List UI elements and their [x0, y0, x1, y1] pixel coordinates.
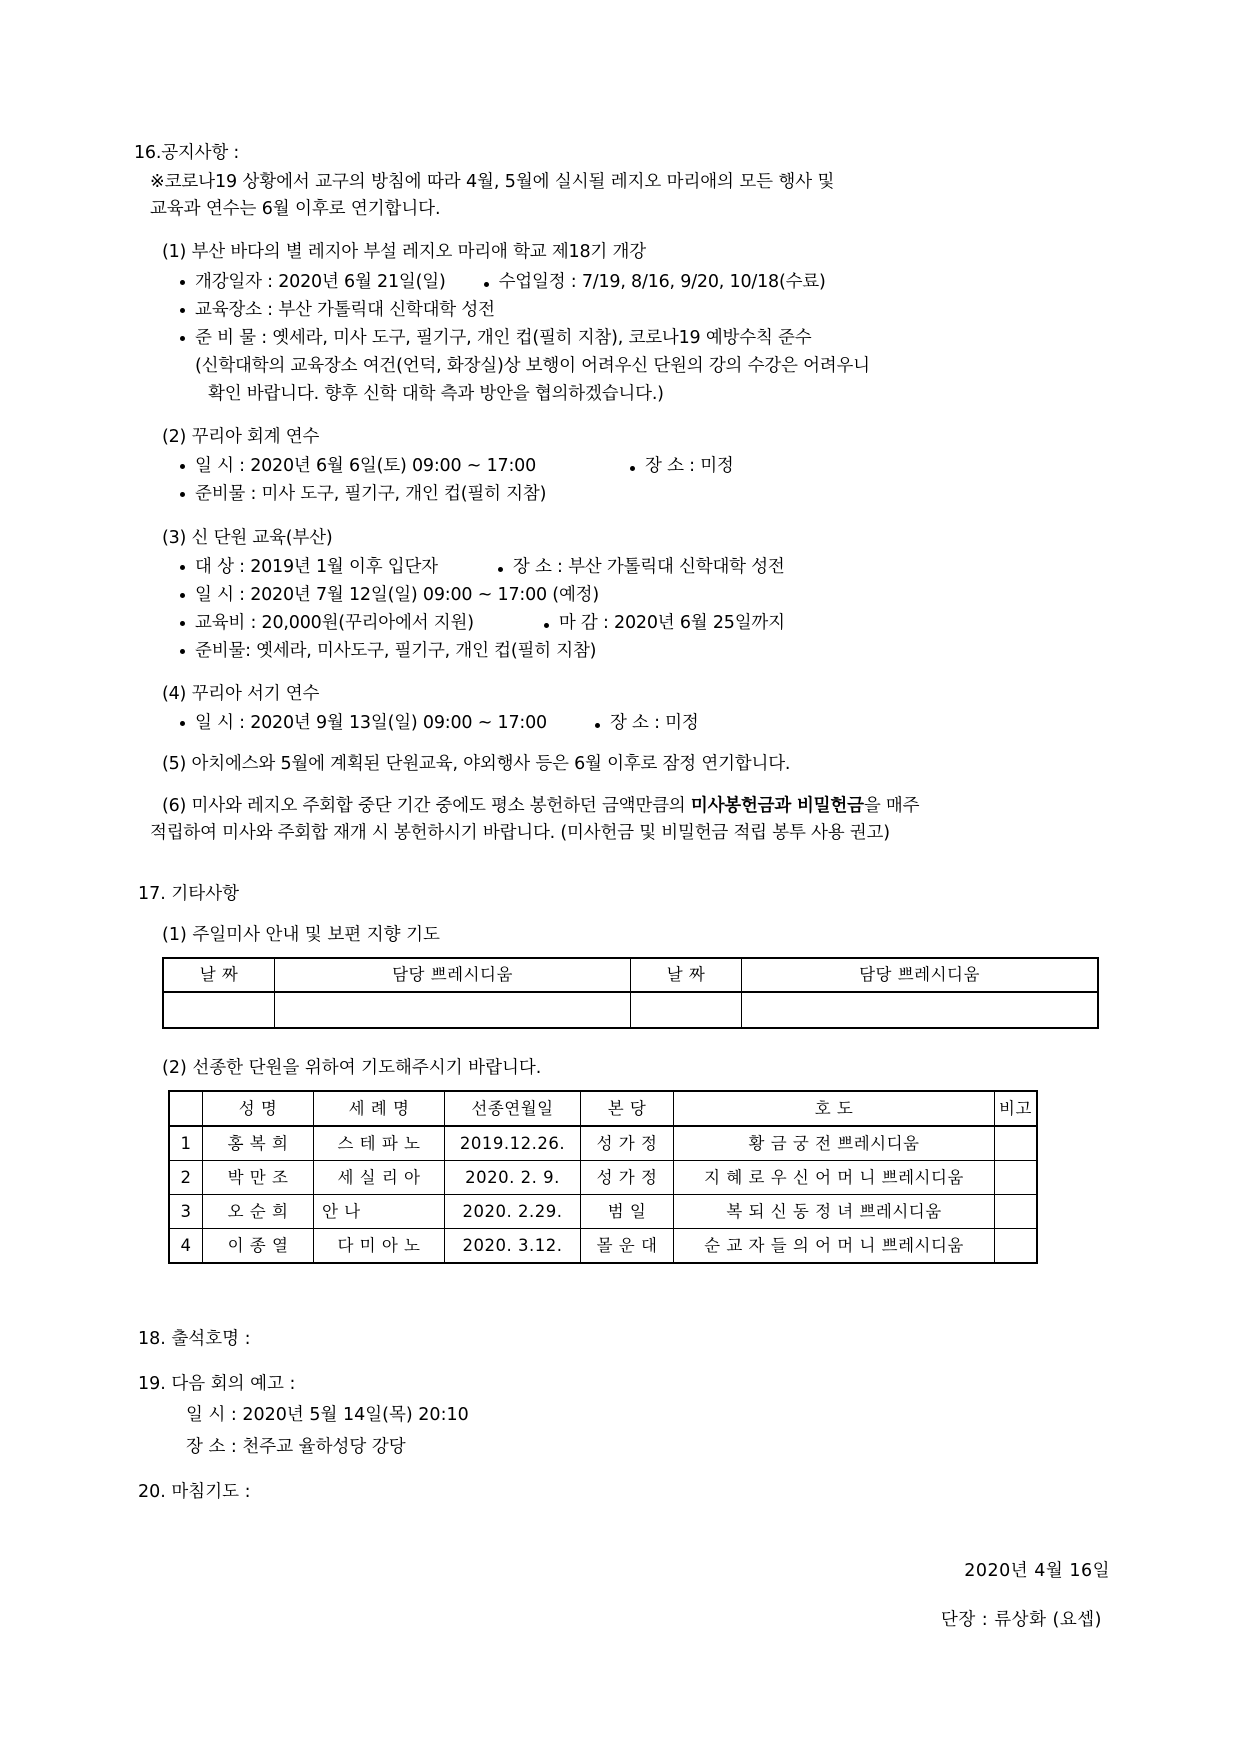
section-17	[134, 881, 1128, 1264]
cell-death-date: 2019.12.26.	[445, 1126, 581, 1161]
section-19-heading: 19. 다음 회의 예고 :	[138, 1374, 296, 1395]
cell-praesidium: 황 금 궁 전 쁘레시디움	[674, 1126, 995, 1161]
cell-name: 홍 복 희	[203, 1126, 314, 1161]
table-row	[169, 1229, 1037, 1264]
section-18-heading: 18. 출석호명 :	[138, 1329, 251, 1350]
cell-name: 이 종 열	[203, 1229, 314, 1264]
cell-note	[995, 1195, 1038, 1229]
list-item	[178, 582, 1128, 609]
list-item	[178, 481, 1128, 508]
column-header-praesidium: 호 도	[674, 1091, 995, 1126]
signature-date: 2020년 4월 16일	[964, 1560, 1110, 1581]
cell-praesidium: 순 교 자 들 의 어 머 니 쁘레시디움	[674, 1229, 995, 1264]
cell-parish: 성 가 정	[581, 1161, 674, 1195]
list-item	[178, 269, 1128, 296]
subsection-2-bullets	[178, 453, 1128, 508]
section-19-datetime: 일 시 : 2020년 5월 14일(목) 20:10	[186, 1405, 469, 1426]
section-16	[134, 140, 1128, 847]
list-item	[178, 638, 1128, 665]
deceased-members-table	[168, 1090, 1038, 1264]
section-16-heading: 16.공지사항 :	[134, 143, 240, 163]
bullet-label: 개강일자 : 2020년 6월 21일(일)	[195, 271, 446, 292]
sunday-mass-schedule-table	[162, 957, 1099, 1029]
cell-death-date: 2020. 2.29.	[445, 1195, 581, 1229]
subsection-6-text-line2: 적립하여 미사와 주회합 재개 시 봉헌하시기 바랍니다. (미사헌금 및 비밀헌금 적립 봉투 사용 권고)	[150, 822, 890, 843]
column-header-parish: 본 당	[581, 1091, 674, 1126]
bullet-label-secondary: 장 소 : 부산 가톨릭대 신학대학 성전	[498, 557, 785, 577]
cell-baptismal-name: 다 미 아 노	[314, 1229, 445, 1264]
signature-name: 단장 : 류상화 (요셉)	[940, 1609, 1102, 1630]
list-item	[178, 710, 1128, 737]
section-16-notice-line-1: ※코로나19 상황에서 교구의 방침에 따라 4월, 5월에 실시될 레지오 마리애의 모든 행사 및	[150, 172, 835, 193]
signature-block	[134, 1558, 1128, 1634]
cell-no: 3	[169, 1195, 203, 1229]
cell-praesidium-1[interactable]	[275, 992, 631, 1028]
sections-18-to-20	[134, 1308, 1128, 1506]
cell-praesidium: 복 되 신 동 정 녀 쁘레시디움	[674, 1195, 995, 1229]
section-19-location: 장 소 : 천주교 율하성당 강당	[186, 1436, 406, 1457]
subsection-5-text: (5) 아치에스와 5월에 계획된 단원교육, 야외행사 등은 6월 이후로 잠정 연기합니다.	[162, 754, 791, 775]
bullet-label-secondary: 마 감 : 2020년 6월 25일까지	[544, 613, 785, 633]
list-item	[178, 381, 1128, 408]
subsection-1-bullets	[178, 269, 1128, 409]
bullet-label: 준비물 : 미사 도구, 필기구, 개인 컵(필히 지참)	[195, 484, 547, 505]
section-17-sub-2-title: (2) 선종한 단원을 위하여 기도해주시기 바랍니다.	[162, 1058, 542, 1078]
cell-parish: 몰 운 대	[581, 1229, 674, 1264]
table-row	[169, 1126, 1037, 1161]
table-header	[169, 1091, 1037, 1126]
list-item	[178, 353, 1128, 380]
bullet-label: 준비물: 옛세라, 미사도구, 필기구, 개인 컵(필히 지참)	[195, 641, 597, 661]
subsection-2-title: (2) 꾸리아 회계 연수	[162, 427, 320, 448]
section-16-notice-line-2: 교육과 연수는 6월 이후로 연기합니다.	[150, 199, 441, 220]
subsection-3-bullets	[178, 554, 1128, 666]
column-header-praesidium-2: 담당 쁘레시디움	[742, 958, 1099, 992]
table-body	[163, 992, 1098, 1028]
cell-note	[995, 1161, 1038, 1195]
section-17-heading: 17. 기타사항	[138, 883, 240, 904]
bullet-label: 일 시 : 2020년 9월 13일(일) 09:00 ~ 17:00	[195, 713, 547, 734]
bullet-label: 확인 바랍니다. 향후 신학 대학 측과 방안을 협의하겠습니다.)	[208, 384, 664, 404]
subsection-3-title: (3) 신 단원 교육(부산)	[162, 527, 333, 548]
cell-baptismal-name: 세 실 리 아	[314, 1161, 445, 1195]
cell-name: 오 순 희	[203, 1195, 314, 1229]
bullet-label: 교육비 : 20,000원(꾸리아에서 지원)	[195, 612, 474, 633]
subsection-6-text-b: 을 매주	[863, 795, 920, 816]
section-17-sub-1-title: (1) 주일미사 안내 및 보편 지향 기도	[162, 924, 440, 945]
cell-praesidium-2[interactable]	[742, 992, 1099, 1028]
section-20-heading: 20. 마침기도 :	[138, 1481, 251, 1502]
bullet-label: (신학대학의 교육장소 여건(언덕, 화장실)상 보행이 어려우신 단원의 강의 수강은 어려우니	[195, 355, 870, 376]
cell-death-date: 2020. 3.12.	[445, 1229, 581, 1264]
bullet-label-secondary: 장 소 : 미정	[630, 456, 734, 476]
column-header-name: 성 명	[203, 1091, 314, 1126]
column-header-note: 비고	[995, 1091, 1038, 1126]
column-header-death-date: 선종연월일	[445, 1091, 581, 1126]
cell-parish: 범 일	[581, 1195, 674, 1229]
list-item	[178, 554, 1128, 581]
bullet-label: 일 시 : 2020년 6월 6일(토) 09:00 ~ 17:00	[195, 456, 537, 477]
table-header-row	[169, 1091, 1037, 1126]
bullet-label: 준 비 물 : 옛세라, 미사 도구, 필기구, 개인 컵(필히 지참), 코로나19 예방수칙 준수	[195, 327, 812, 348]
cell-no: 1	[169, 1126, 203, 1161]
cell-note	[995, 1126, 1038, 1161]
cell-baptismal-name: 안 나	[314, 1195, 445, 1229]
cell-parish: 성 가 정	[581, 1126, 674, 1161]
column-header-date-1: 날 짜	[163, 958, 275, 992]
bullet-label: 대 상 : 2019년 1월 이후 입단자	[195, 556, 438, 577]
table-row	[169, 1195, 1037, 1229]
table-row	[163, 992, 1098, 1028]
subsection-6-text	[150, 793, 1128, 847]
bullet-label-secondary: 수업일정 : 7/19, 8/16, 9/20, 10/18(수료)	[484, 272, 826, 292]
column-header-date-2: 날 짜	[631, 958, 742, 992]
subsection-4-bullets	[178, 710, 1128, 737]
list-item	[178, 325, 1128, 352]
cell-praesidium: 지 혜 로 우 신 어 머 니 쁘레시디움	[674, 1161, 995, 1195]
list-item	[178, 610, 1128, 637]
table-header	[163, 958, 1098, 992]
column-header-praesidium-1: 담당 쁘레시디움	[275, 958, 631, 992]
column-header-baptismal-name: 세 례 명	[314, 1091, 445, 1126]
subsection-4-title: (4) 꾸리아 서기 연수	[162, 684, 320, 705]
cell-death-date: 2020. 2. 9.	[445, 1161, 581, 1195]
cell-date-1[interactable]	[163, 992, 275, 1028]
cell-date-2[interactable]	[631, 992, 742, 1028]
table-body	[169, 1126, 1037, 1263]
table-header-row	[163, 958, 1098, 992]
cell-name: 박 만 조	[203, 1161, 314, 1195]
subsection-6-text-bold: 미사봉헌금과 비밀헌금	[690, 795, 864, 816]
table-row	[169, 1161, 1037, 1195]
cell-no: 4	[169, 1229, 203, 1264]
column-header-no	[169, 1091, 203, 1126]
bullet-label-secondary: 장 소 : 미정	[595, 713, 699, 733]
subsection-1-title: (1) 부산 바다의 별 레지아 부설 레지오 마리애 학교 제18기 개강	[162, 242, 646, 263]
list-item	[178, 297, 1128, 324]
cell-note	[995, 1229, 1038, 1264]
bullet-label: 교육장소 : 부산 가톨릭대 신학대학 성전	[195, 299, 495, 320]
cell-baptismal-name: 스 테 파 노	[314, 1126, 445, 1161]
cell-no: 2	[169, 1161, 203, 1195]
list-item	[178, 453, 1128, 480]
subsection-6-text-a: (6) 미사와 레지오 주회합 중단 기간 중에도 평소 봉헌하던 금액만큼의	[162, 795, 691, 816]
bullet-label: 일 시 : 2020년 7월 12일(일) 09:00 ~ 17:00 (예정)	[195, 584, 599, 605]
